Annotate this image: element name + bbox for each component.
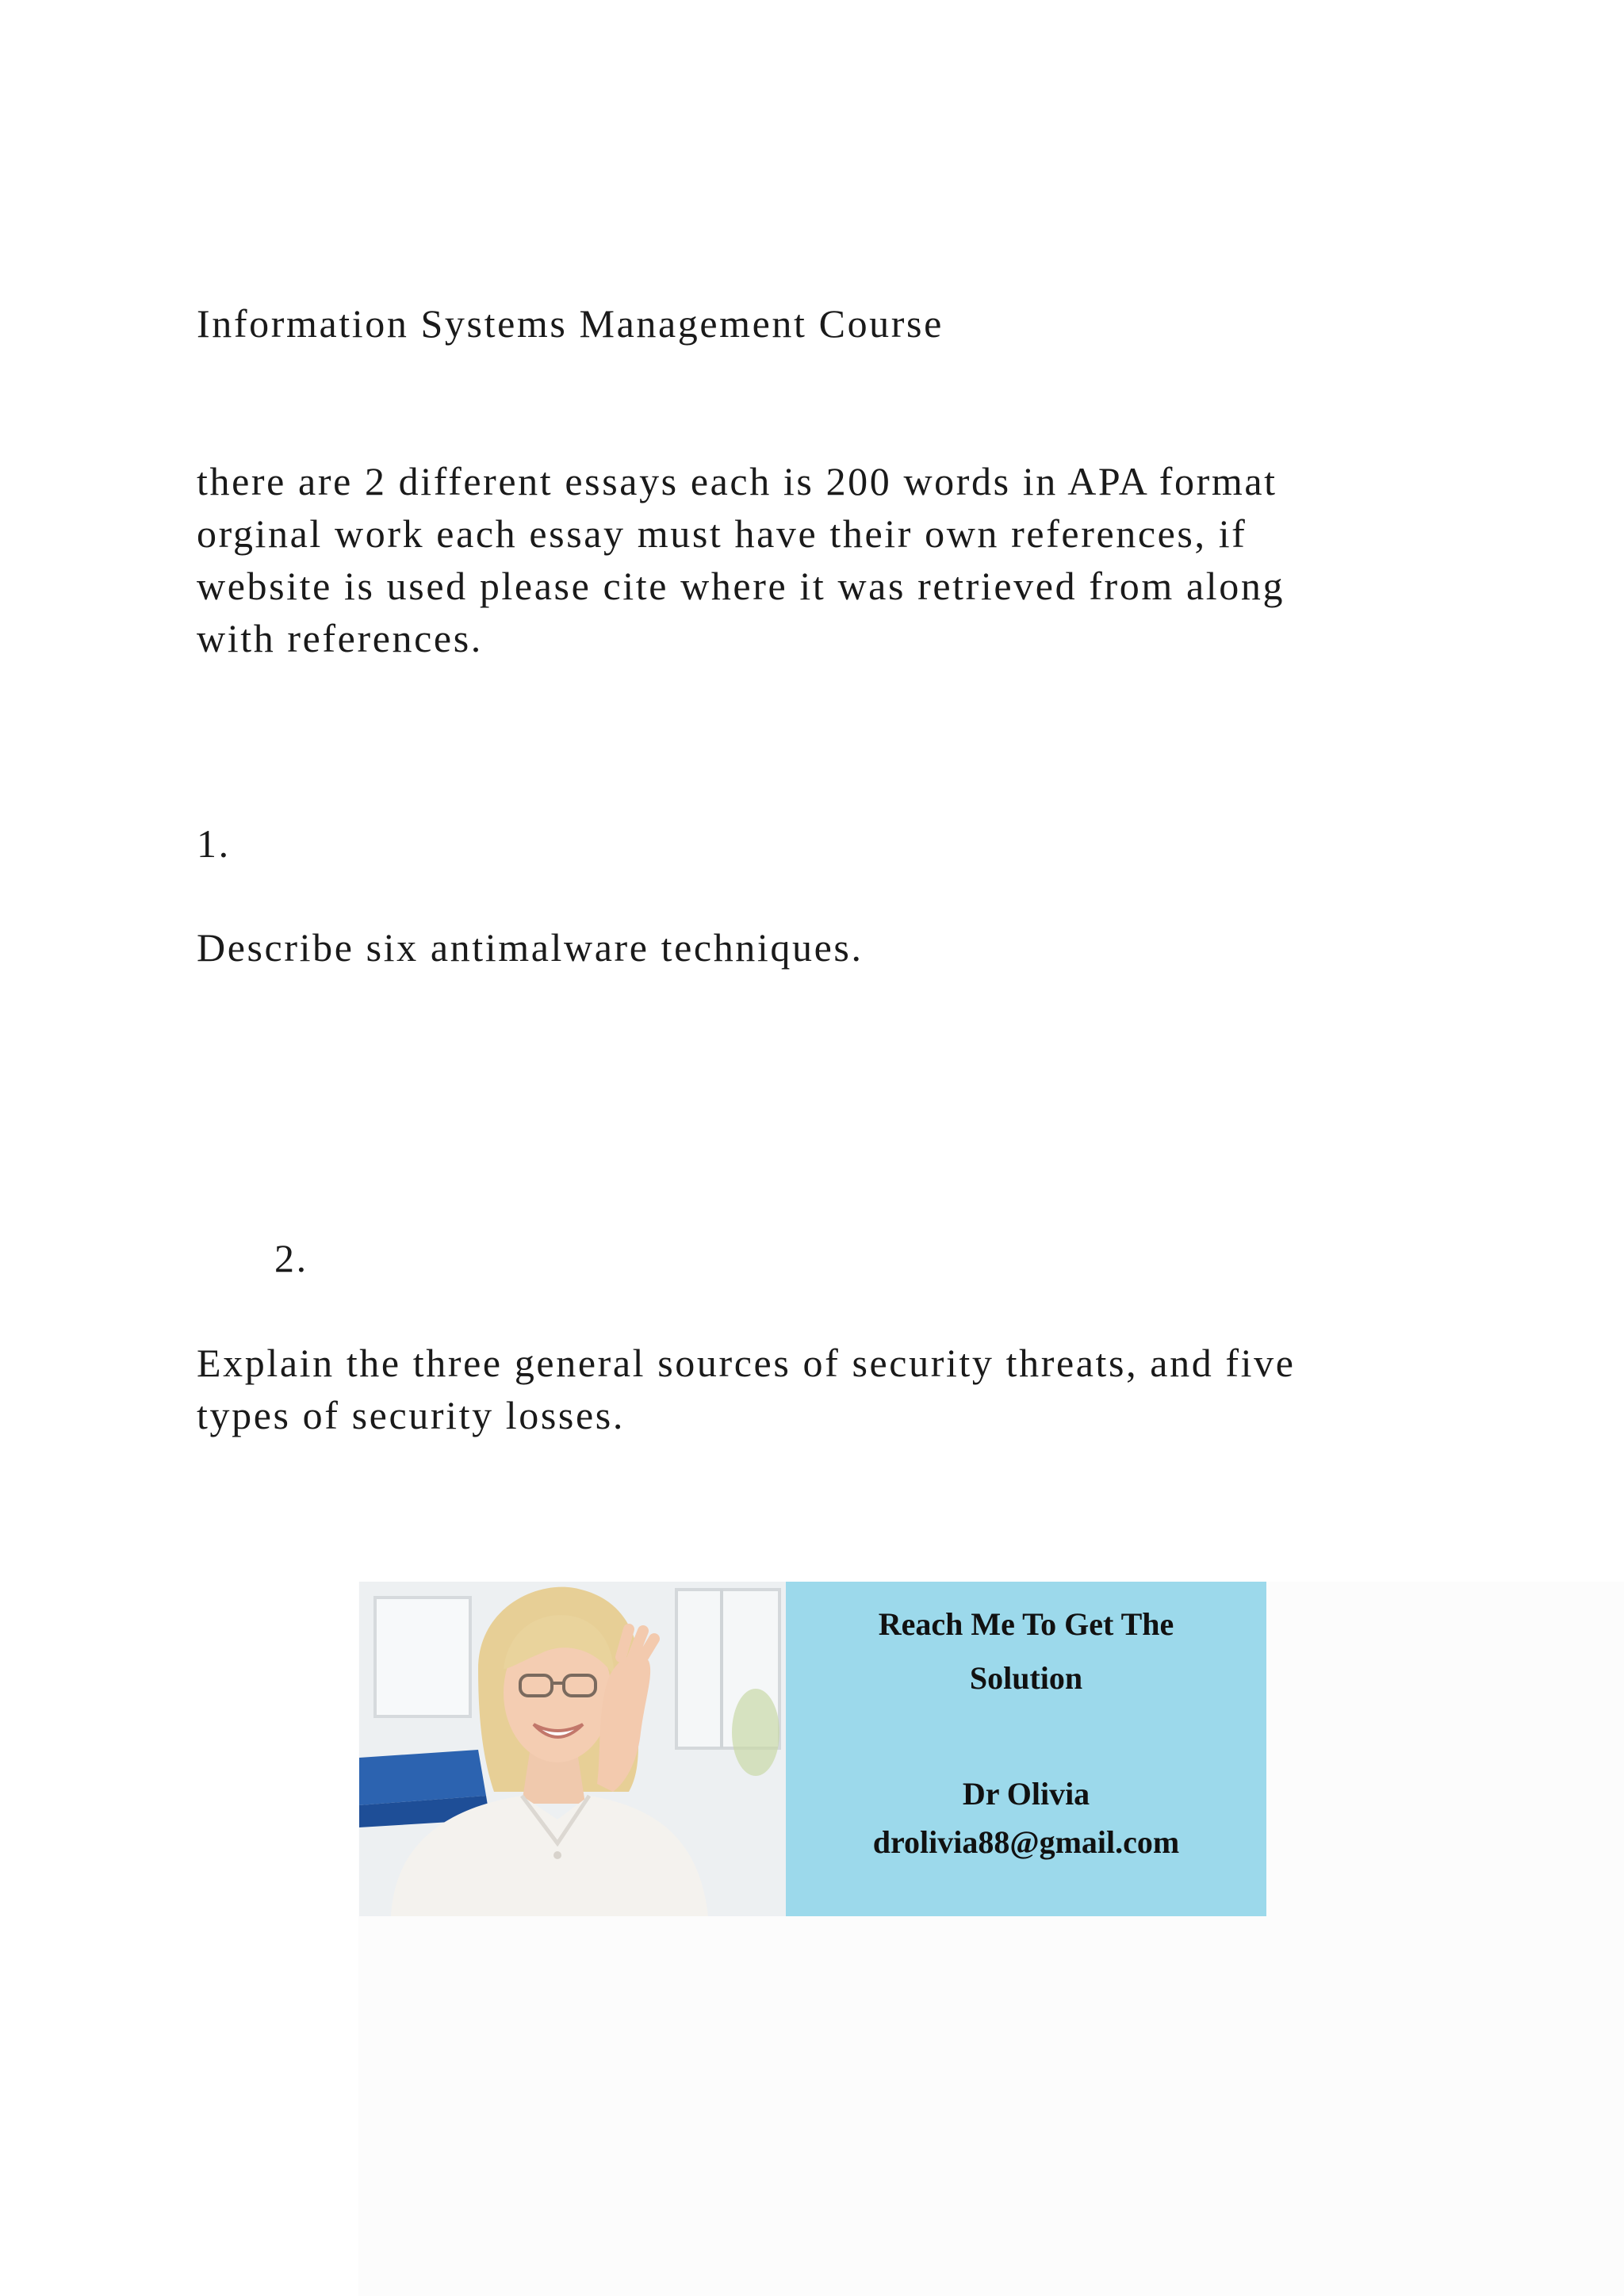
portrait-illustration (359, 1582, 786, 1916)
question-1-number: 1. (197, 821, 231, 866)
banner-headline-line-1: Reach Me To Get The (878, 1606, 1174, 1642)
question-1-text: Describe six antimalware techniques. (197, 925, 864, 970)
woman-photo (359, 1582, 786, 1916)
contact-email: drolivia88@gmail.com (872, 1824, 1180, 1860)
contact-name: Dr Olivia (962, 1776, 1090, 1812)
document-title: Information Systems Management Course (197, 301, 944, 346)
question-2-number: 2. (274, 1236, 308, 1280)
banner-headline-line-2: Solution (969, 1660, 1083, 1696)
instructions-paragraph: there are 2 different essays each is 200 words in APA format orginal work each essay must have their own references, if website is used please cite where it was retrieved from along with references. (197, 459, 1285, 660)
question-2-text: Explain the three general sources of security threats, and five types of security losses. (197, 1341, 1296, 1437)
contact-banner (359, 1582, 1266, 1916)
contact-card (786, 1582, 1266, 1916)
